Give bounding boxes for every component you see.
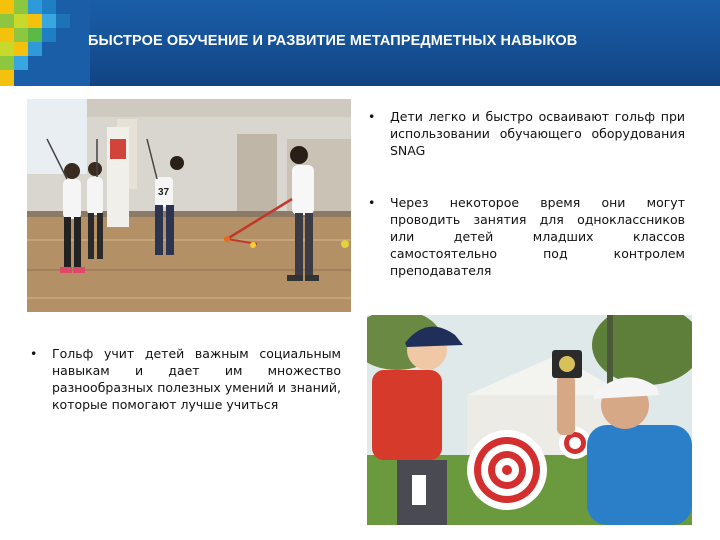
photo-outdoor-high-five — [367, 315, 692, 525]
bullet-item-3 — [30, 345, 341, 413]
mosaic-logo-decoration — [0, 0, 90, 86]
photo-gym-kids-golf — [27, 99, 351, 312]
bullet-text-3: Гольф учит детей важным социальным навыкам и дает им множество разнообразных полезных умений и знаний, которые помогают лучше учиться — [52, 346, 341, 412]
header-bar — [0, 0, 720, 86]
bullet-text-2: Через некоторое время они могут проводить занятия для одноклассников или детей младших классов самостоятельно под контролем преподавателя — [390, 195, 685, 278]
bullet-marker: • — [368, 109, 376, 124]
bullet-item-1 — [368, 108, 685, 159]
bullet-marker: • — [368, 195, 376, 210]
target-icon — [467, 430, 547, 510]
bullet-text-1: Дети легко и быстро осваивают гольф при использовании обучающего оборудования SNAG — [390, 109, 685, 158]
jersey-number: 37 — [158, 187, 170, 198]
page-title: БЫСТРОЕ ОБУЧЕНИЕ И РАЗВИТИЕ МЕТАПРЕДМЕТНЫХ НАВЫКОВ — [88, 33, 578, 49]
bullet-marker: • — [30, 346, 38, 361]
bullet-item-2 — [368, 194, 685, 279]
